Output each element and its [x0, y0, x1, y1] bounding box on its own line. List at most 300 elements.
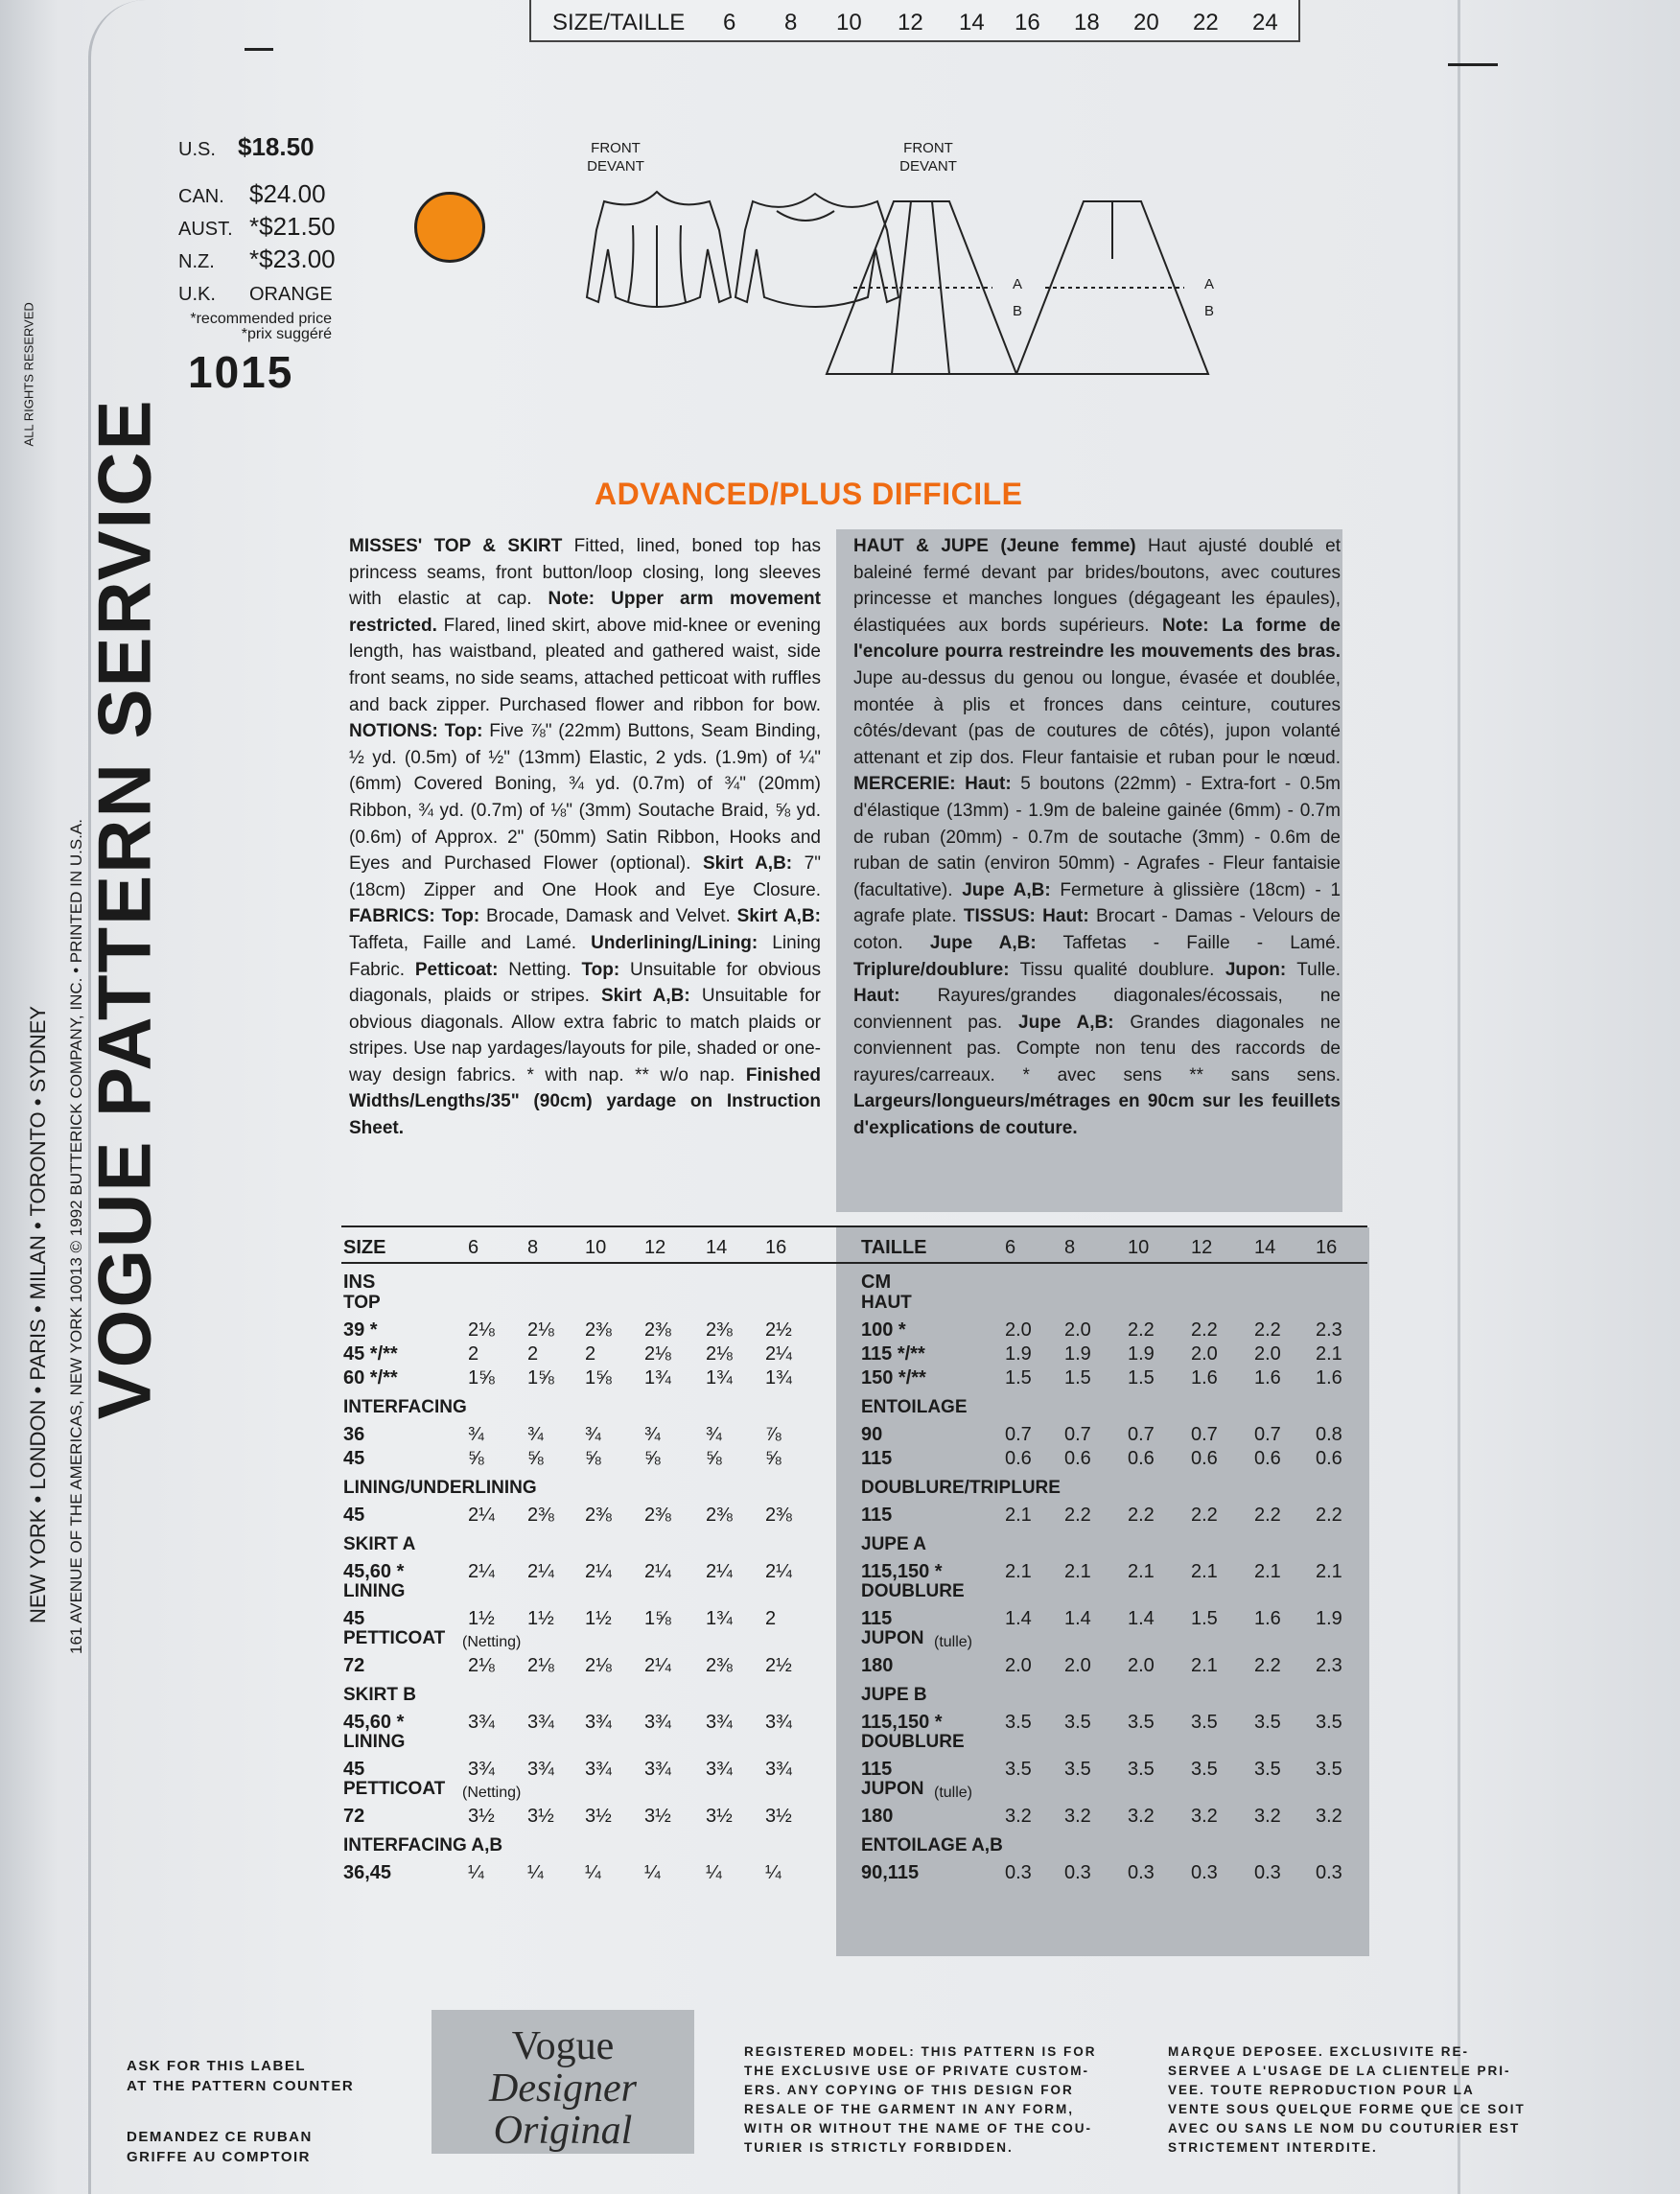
table-row-label: 72 [343, 1655, 365, 1676]
price-row [178, 179, 326, 209]
table-cell: 3½ [585, 1806, 612, 1827]
table-group-note-wrap [928, 1781, 972, 1803]
table-group-label: PETTICOAT [343, 1628, 446, 1648]
cut-mark [245, 48, 273, 51]
table-size-header: 6 [1005, 1237, 1016, 1258]
table-header-label: SIZE [343, 1237, 386, 1258]
table-cell: 1.9 [1064, 1343, 1091, 1365]
size-strip-size: 18 [1074, 10, 1100, 35]
table-cell: 3¾ [527, 1712, 554, 1733]
table-cell: 1¾ [706, 1608, 733, 1629]
garment-sketches [566, 173, 1237, 384]
table-cell: 0.3 [1128, 1862, 1155, 1883]
price-row [178, 281, 333, 306]
table-cell: 1⅝ [644, 1608, 671, 1629]
footer-line: THE EXCLUSIVE USE OF PRIVATE CUSTOM- [744, 2064, 1090, 2078]
table-cell: 2¼ [765, 1561, 792, 1582]
size-strip-size: 20 [1133, 10, 1159, 35]
footer-line: SERVEE A L'USAGE DE LA CLIENTELE PRI- [1168, 2064, 1511, 2078]
table-cell: 0.6 [1064, 1448, 1091, 1469]
table-group-label: JUPON [861, 1779, 924, 1799]
table-cell: ¾ [644, 1424, 661, 1445]
table-group-note: (Netting) [462, 1634, 522, 1650]
table-cell: 2.2 [1316, 1505, 1342, 1526]
front-text: FRONT [903, 140, 953, 156]
table-cell: 2.0 [1064, 1655, 1091, 1676]
table-cell: 2.2 [1191, 1319, 1218, 1341]
table-cell: 2.2 [1128, 1319, 1155, 1341]
table-top-rule [341, 1225, 1367, 1227]
price-note-fr: *prix suggéré [241, 326, 332, 342]
table-cell: 2¼ [527, 1561, 554, 1582]
table-cell: 1.9 [1316, 1608, 1342, 1629]
table-cell: 3½ [527, 1806, 554, 1827]
table-cell: 3¾ [585, 1712, 612, 1733]
table-cell: 2.0 [1064, 1319, 1091, 1341]
table-cell: 3¾ [468, 1712, 495, 1733]
table-cell: 2.2 [1254, 1319, 1281, 1341]
table-cell: 3.2 [1005, 1806, 1032, 1827]
table-size-header: 14 [706, 1237, 728, 1258]
address-line [67, 503, 86, 1654]
vertical-small-text [0, 0, 105, 2194]
table-cell: 1½ [527, 1608, 554, 1629]
table-header-rule [341, 1262, 1367, 1264]
table-cell: 2 [468, 1343, 479, 1365]
table-cell: 1.5 [1005, 1367, 1032, 1389]
table-cell: 0.7 [1128, 1424, 1155, 1445]
registered-model-en [744, 2042, 1097, 2158]
table-cell: ⅝ [585, 1448, 601, 1469]
table-cell: 2 [585, 1343, 596, 1365]
footer-line: RESALE OF THE GARMENT IN ANY FORM, [744, 2102, 1075, 2116]
table-cell: 2.0 [1254, 1343, 1281, 1365]
table-cell: 2¼ [644, 1655, 671, 1676]
front-label [558, 139, 673, 175]
table-size-header: 10 [585, 1237, 607, 1258]
table-cell: 2.2 [1254, 1505, 1281, 1526]
table-cell: 3.5 [1254, 1712, 1281, 1733]
price-region: U.K. [178, 284, 216, 305]
table-cell: 0.3 [1191, 1862, 1218, 1883]
table-cell: 0.8 [1316, 1424, 1342, 1445]
table-cell: 2.2 [1128, 1505, 1155, 1526]
table-row-label: 150 */** [861, 1367, 926, 1389]
table-row-label: 45 [343, 1448, 365, 1469]
price-value: $24.00 [249, 179, 326, 208]
table-cell: 2.3 [1316, 1319, 1342, 1341]
flap-edge [1458, 0, 1460, 2194]
table-cell: 3.5 [1005, 1759, 1032, 1780]
table-group-label: SKIRT B [343, 1685, 416, 1705]
table-cell: 1.5 [1191, 1608, 1218, 1629]
table-cell: ¼ [765, 1862, 782, 1883]
front-label-skirt [871, 139, 986, 175]
size-strip-size: 16 [1015, 10, 1040, 35]
size-strip-label: SIZE/TAILLE [552, 10, 686, 35]
table-cell: 2⅛ [527, 1655, 554, 1676]
price-region: AUST. [178, 219, 233, 240]
table-cell: ⅝ [765, 1448, 782, 1469]
table-cell: 0.6 [1254, 1448, 1281, 1469]
table-cell: 3.5 [1128, 1759, 1155, 1780]
price-row [178, 132, 315, 162]
address-text: 161 AVENUE OF THE AMERICAS, NEW YORK 10013 [67, 1257, 85, 1654]
table-row-label: 39 * [343, 1319, 378, 1341]
table-cell: 2½ [765, 1319, 792, 1341]
table-cell: ¼ [585, 1862, 601, 1883]
table-group-label: DOUBLURE/TRIPLURE [861, 1478, 1061, 1498]
table-cell: 3.2 [1191, 1806, 1218, 1827]
table-cell: 0.3 [1316, 1862, 1342, 1883]
table-cell: 1.4 [1005, 1608, 1032, 1629]
table-group-label: JUPON [861, 1628, 924, 1648]
table-cell: 2.2 [1191, 1505, 1218, 1526]
table-row-label: 100 * [861, 1319, 906, 1341]
table-row-label: 180 [861, 1806, 894, 1827]
table-cell: 2.1 [1005, 1561, 1032, 1582]
table-cell: 2.1 [1064, 1561, 1091, 1582]
size-strip-size: 22 [1193, 10, 1219, 35]
table-row-label: 90 [861, 1424, 883, 1445]
table-cell: 3½ [765, 1806, 792, 1827]
devant-text: DEVANT [587, 158, 644, 175]
table-group-label: DOUBLURE [861, 1581, 965, 1601]
table-cell: 3.2 [1064, 1806, 1091, 1827]
table-cell: 3¾ [706, 1759, 733, 1780]
copyright-text: © 1992 BUTTERICK COMPANY, INC. • PRINTED IN U.S.A. [67, 819, 85, 1253]
table-cell: 2.3 [1316, 1655, 1342, 1676]
price-row [178, 245, 336, 274]
price-value: *$21.50 [249, 212, 336, 241]
label-line: Designer [489, 2066, 637, 2111]
table-row-label: 115 */** [861, 1343, 925, 1365]
table-cell: 2⅛ [644, 1343, 671, 1365]
table-row-label: 36 [343, 1424, 365, 1445]
footer-line: DEMANDEZ CE RUBAN [127, 2129, 313, 2145]
table-cell: 2⅛ [527, 1319, 554, 1341]
table-cell: 0.3 [1254, 1862, 1281, 1883]
table-group-label: JUPE B [861, 1685, 927, 1705]
table-cell: 0.6 [1316, 1448, 1342, 1469]
table-cell: 0.3 [1005, 1862, 1032, 1883]
table-group-label: JUPE A [861, 1534, 926, 1554]
table-row-label: 72 [343, 1806, 365, 1827]
table-cell: 1¾ [765, 1367, 792, 1389]
table-cell: 3.2 [1316, 1806, 1342, 1827]
table-cell: 2¼ [706, 1561, 733, 1582]
table-group-label: SKIRT A [343, 1534, 416, 1554]
table-cell: ⅝ [527, 1448, 544, 1469]
size-strip-size: 12 [898, 10, 923, 35]
table-cell: 2¼ [468, 1505, 495, 1526]
cut-mark [1448, 63, 1498, 66]
table-cell: 2¼ [644, 1561, 671, 1582]
table-cell: 2.0 [1005, 1655, 1032, 1676]
table-group-note: (tulle) [934, 1785, 973, 1801]
table-cell: 3¾ [585, 1759, 612, 1780]
table-row-label: 115 [861, 1505, 893, 1526]
size-strip-size: 6 [723, 10, 736, 35]
table-cell: 0.7 [1064, 1424, 1091, 1445]
table-cell: 1¾ [706, 1367, 733, 1389]
footer-line: AVEC OU SANS LE NOM DU COUTURIER EST [1168, 2121, 1521, 2136]
table-cell: 3¾ [644, 1759, 671, 1780]
table-cell: 2.1 [1191, 1561, 1218, 1582]
table-cell: 3½ [468, 1806, 495, 1827]
table-cell: ⅝ [644, 1448, 661, 1469]
table-group-label: TOP [343, 1293, 381, 1313]
table-cell: 3.5 [1064, 1712, 1091, 1733]
table-cell: 1.4 [1128, 1608, 1155, 1629]
table-row-label: 45 [343, 1608, 365, 1629]
table-group-label: ENTOILAGE A,B [861, 1835, 1003, 1856]
footer-line: REGISTERED MODEL: THIS PATTERN IS FOR [744, 2044, 1097, 2059]
table-cell: 2⅛ [706, 1343, 733, 1365]
table-cell: 1.4 [1064, 1608, 1091, 1629]
table-cell: 2⅜ [644, 1319, 671, 1341]
footer-line: VEE. TOUTE REPRODUCTION POUR LA [1168, 2083, 1475, 2097]
devant-text: DEVANT [899, 158, 957, 175]
table-cell: 2¼ [585, 1561, 612, 1582]
table-cell: ¼ [527, 1862, 544, 1883]
label-line: Original [493, 2109, 633, 2153]
table-group-label: ENTOILAGE [861, 1397, 968, 1417]
table-size-header: 12 [644, 1237, 666, 1258]
table-cell: 2½ [765, 1655, 792, 1676]
table-cell: 0.7 [1254, 1424, 1281, 1445]
registered-model-fr [1168, 2042, 1526, 2158]
table-cell: ¾ [585, 1424, 601, 1445]
table-cell: 3.5 [1005, 1712, 1032, 1733]
table-cell: 2⅜ [644, 1505, 671, 1526]
table-cell: 3.2 [1128, 1806, 1155, 1827]
table-cell: 2.0 [1191, 1343, 1218, 1365]
description-english: MISSES' TOP & SKIRT Fitted, lined, boned top has princess seams, front button/loop closing, long sleeves with elastic at cap. Note: Upper arm movement restricted. Flared, lined skirt, above mid-knee or evening length, has waistband, pleated and gathered waist, side front seams, no side seams, attached petticoat with ruffles and back zipper. Purchased flower and ribbon for bow. NOTIONS: Top: Five ⅞" (22mm) Buttons, Seam Binding, ½ yd. (0.5m) of ½" (13mm) Elastic, 2 yds. (1.9m) of ¼" (6mm) Covered Boning, ¾ yd. (0.7m) of ¾" (20mm) Ribbon, ¾ yd. (0.7m) of ⅛" (3mm) Soutache Braid, ⅝ yd. (0.6m) of Approx. 2" (50mm) Satin Ribbon, Hooks and Eyes and Purchased Flower (optional). Skirt A,B: 7" (18cm) Zipper and One Hook and Eye Closure. FABRICS: Top: Brocade, Damask and Velvet. Skirt A,B: Taffeta, Faille and Lamé. Underlining/Lining: Lining Fabric. Petticoat: Netting. Top: Unsuitable for obvious diagonals, plaids or stripes. Skirt A,B: Unsuitable for obvious diagonals. Allow extra fabric to match plaids or stripes. Use nap yardages/layouts for pile, shaded or one-way design fabrics. * with nap. ** w/o nap. Finished Widths/Lengths/35" (90cm) yardage on Instruction Sheet. [349, 536, 822, 1139]
table-cell: 3¾ [706, 1712, 733, 1733]
price-note [169, 312, 332, 342]
table-cell: ⅝ [706, 1448, 722, 1469]
table-group-note-wrap [456, 1781, 521, 1803]
footer-line: WITH OR WITHOUT THE NAME OF THE COU- [744, 2121, 1092, 2136]
pattern-number: 1015 [188, 347, 294, 397]
table-cell: 1.9 [1128, 1343, 1155, 1365]
table-cell: 2.0 [1005, 1319, 1032, 1341]
table-cell: 1⅝ [585, 1367, 612, 1389]
table-size-header: 14 [1254, 1237, 1276, 1258]
table-cell: 2.0 [1128, 1655, 1155, 1676]
table-cell: 1.9 [1005, 1343, 1032, 1365]
ask-label-en [127, 2056, 354, 2096]
table-cell: 1.5 [1128, 1367, 1155, 1389]
table-cell: 1½ [585, 1608, 612, 1629]
table-cell: 3.5 [1316, 1759, 1342, 1780]
table-row-label: 45,60 * [343, 1712, 405, 1733]
table-cell: 3.5 [1064, 1759, 1091, 1780]
table-group-label: LINING [343, 1581, 406, 1601]
table-cell: 2⅜ [527, 1505, 554, 1526]
table-cell: ¾ [706, 1424, 722, 1445]
table-unit-label: CM [861, 1272, 892, 1293]
table-cell: 3½ [644, 1806, 671, 1827]
table-cell: 2.1 [1316, 1343, 1342, 1365]
table-cell: 1.6 [1254, 1608, 1281, 1629]
table-group-note: (tulle) [934, 1634, 973, 1650]
table-cell: 3.5 [1191, 1759, 1218, 1780]
table-cell: 2⅜ [706, 1319, 733, 1341]
price-value: $18.50 [238, 132, 315, 161]
table-cell: 0.3 [1064, 1862, 1091, 1883]
table-cell: 2⅛ [585, 1655, 612, 1676]
view-b-label: B [1204, 303, 1215, 319]
table-cell: ⅞ [765, 1424, 782, 1445]
table-size-header: 16 [1316, 1237, 1338, 1258]
size-strip-size: 10 [836, 10, 862, 35]
table-size-header: 16 [765, 1237, 787, 1258]
table-cell: 2.1 [1254, 1561, 1281, 1582]
ask-label-fr [127, 2127, 313, 2167]
table-cell: 2⅛ [468, 1655, 495, 1676]
table-row-label: 45 */** [343, 1343, 398, 1365]
cities-line: NEW YORK • LONDON • PARIS • MILAN • TORONTO • SYDNEY [26, 1005, 50, 1623]
table-cell: ¼ [706, 1862, 722, 1883]
price-region: CAN. [178, 186, 224, 207]
table-cell: 3¾ [765, 1712, 792, 1733]
table-group-note-wrap [456, 1630, 521, 1652]
orange-price-dot [414, 192, 485, 263]
description-french: HAUT & JUPE (Jeune femme) Haut ajusté doublé et baleiné fermé devant par brides/boutons, avec coutures princesse et manches longues (dégageant les épaules), élastiquées aux bords supérieurs. Note: La forme de l'encolure pourra restreindre les mouvements des bras. Jupe au-dessus du genou ou longue, évasée et doublée, montée à plis et fronces dans ceinture, coutures côtés/devant (pas de coutures de côtés), jupon volanté attenant et zip dos. Fleur fantaisie et ruban pour le nœud. MERCERIE: Haut: 5 boutons (22mm) - Extra-fort - 0.5m d'élastique (13mm) - 1.9m de baleine gainée (6mm) - 0.7m de ruban (20mm) - 0.7m de soutache (3mm) - 0.6m de ruban de satin (environ 50mm) - Agrafes - Fleur fantaisie (facultative). Jupe A,B: Fermeture à glissière (18cm) - 1 agrafe plate. TISSUS: Haut: Brocart - Damas - Velours de coton. Jupe A,B: Taffetas - Faille - Lamé. Triplure/doublure: Tissu qualité doublure. Jupon: Tulle. Haut: Rayures/grandes diagonales/écossais, ne conviennent pas. Jupe A,B: Grandes diagonales ne conviennent pas. Compte non tenu des raccords de rayures/carreaux. * avec sens ** sans sens. Largeurs/longueurs/métrages en 90cm sur les feuillets d'explications de couture. [853, 536, 1342, 1139]
footer-line: GRIFFE AU COMPTOIR [127, 2149, 311, 2165]
table-row-label: 115 [861, 1448, 893, 1469]
table-cell: 3¾ [765, 1759, 792, 1780]
table-cell: 2 [765, 1608, 777, 1629]
table-cell: 2.1 [1005, 1505, 1032, 1526]
size-strip-size: 14 [959, 10, 985, 35]
table-cell: 2 [527, 1343, 539, 1365]
table-group-label: HAUT [861, 1293, 912, 1313]
table-cell: ¼ [644, 1862, 661, 1883]
view-a-label: A [1204, 276, 1215, 292]
table-cell: ⅝ [468, 1448, 484, 1469]
size-strip-size: 24 [1252, 10, 1278, 35]
table-row-label: 45 [343, 1505, 365, 1526]
table-cell: 3½ [706, 1806, 733, 1827]
table-cell: ¾ [527, 1424, 544, 1445]
designer-label-text [432, 2025, 694, 2152]
view-a-label: A [1013, 276, 1023, 292]
table-size-header: 10 [1128, 1237, 1150, 1258]
table-cell: ¼ [468, 1862, 484, 1883]
table-cell: 3.5 [1191, 1712, 1218, 1733]
table-row-label: 115,150 * [861, 1561, 943, 1582]
table-group-label: LINING [343, 1732, 406, 1752]
footer-line: STRICTEMENT INTERDITE. [1168, 2140, 1378, 2155]
table-row-label: 115,150 * [861, 1712, 943, 1733]
footer-line: ASK FOR THIS LABEL [127, 2058, 306, 2074]
footer-line: ERS. ANY COPYING OF THIS DESIGN FOR [744, 2083, 1074, 2097]
table-row-label: 60 */** [343, 1367, 398, 1389]
table-cell: 0.7 [1191, 1424, 1218, 1445]
table-cell: 2.2 [1064, 1505, 1091, 1526]
price-value: *$23.00 [249, 245, 336, 273]
table-cell: 0.6 [1191, 1448, 1218, 1469]
table-size-header: 8 [1064, 1237, 1076, 1258]
footer-line: TURIER IS STRICTLY FORBIDDEN. [744, 2140, 1014, 2155]
table-cell: 0.7 [1005, 1424, 1032, 1445]
table-cell: 2¼ [468, 1561, 495, 1582]
table-cell: 1.6 [1191, 1367, 1218, 1389]
footer-line: MARQUE DEPOSEE. EXCLUSIVITE RE- [1168, 2044, 1470, 2059]
price-note-en: *recommended price [190, 311, 332, 327]
table-size-header: 12 [1191, 1237, 1213, 1258]
price-value: ORANGE [249, 284, 333, 305]
table-cell: 0.6 [1005, 1448, 1032, 1469]
table-cell: 3¾ [527, 1759, 554, 1780]
table-row-label: 115 [861, 1759, 893, 1780]
table-cell: 1¾ [644, 1367, 671, 1389]
table-cell: 0.6 [1128, 1448, 1155, 1469]
table-row-label: 45 [343, 1759, 365, 1780]
table-cell: 1.6 [1316, 1367, 1342, 1389]
difficulty-headline: ADVANCED/PLUS DIFFICILE [595, 477, 1023, 511]
price-region: N.Z. [178, 251, 215, 272]
table-cell: 3.5 [1254, 1759, 1281, 1780]
rights-line: ALL RIGHTS RESERVED [21, 302, 36, 447]
table-cell: 1⅝ [468, 1367, 495, 1389]
table-cell: 1.5 [1064, 1367, 1091, 1389]
label-line: Vogue [511, 2024, 615, 2068]
footer-line: AT THE PATTERN COUNTER [127, 2078, 355, 2094]
view-b-label: B [1013, 303, 1023, 319]
table-cell: 2⅜ [765, 1505, 792, 1526]
table-group-label: LINING/UNDERLINING [343, 1478, 537, 1498]
table-cell: 2.1 [1191, 1655, 1218, 1676]
table-group-label: PETTICOAT [343, 1779, 446, 1799]
table-row-label: 180 [861, 1655, 894, 1676]
table-row-label: 36,45 [343, 1862, 392, 1883]
table-group-note: (Netting) [462, 1785, 522, 1801]
size-strip [529, 0, 1300, 42]
table-row-label: 90,115 [861, 1862, 920, 1883]
table-unit-label: INS [343, 1272, 376, 1293]
table-cell: 2.2 [1254, 1655, 1281, 1676]
table-size-header: 8 [527, 1237, 539, 1258]
table-cell: 3.5 [1128, 1712, 1155, 1733]
table-cell: 2.1 [1128, 1561, 1155, 1582]
table-cell: 3.5 [1316, 1712, 1342, 1733]
table-cell: 2⅜ [585, 1319, 612, 1341]
table-cell: 3¾ [468, 1759, 495, 1780]
table-cell: 1.6 [1254, 1367, 1281, 1389]
table-cell: 2⅛ [468, 1319, 495, 1341]
table-cell: 2⅜ [585, 1505, 612, 1526]
footer-line: VENTE SOUS QUELQUE FORME QUE CE SOIT [1168, 2102, 1526, 2116]
front-text: FRONT [591, 140, 641, 156]
table-cell: 2⅜ [706, 1655, 733, 1676]
table-cell: ¾ [468, 1424, 484, 1445]
size-strip-size: 8 [784, 10, 798, 35]
table-cell: 3¾ [644, 1712, 671, 1733]
table-cell: 2.1 [1316, 1561, 1342, 1582]
price-region: U.S. [178, 139, 216, 160]
table-cell: 2⅜ [706, 1505, 733, 1526]
price-row [178, 212, 336, 242]
table-group-label: INTERFACING [343, 1397, 467, 1417]
table-cell: 1⅝ [527, 1367, 554, 1389]
table-cell: 1½ [468, 1608, 495, 1629]
table-header-label: TAILLE [861, 1237, 927, 1258]
table-row-label: 45,60 * [343, 1561, 405, 1582]
